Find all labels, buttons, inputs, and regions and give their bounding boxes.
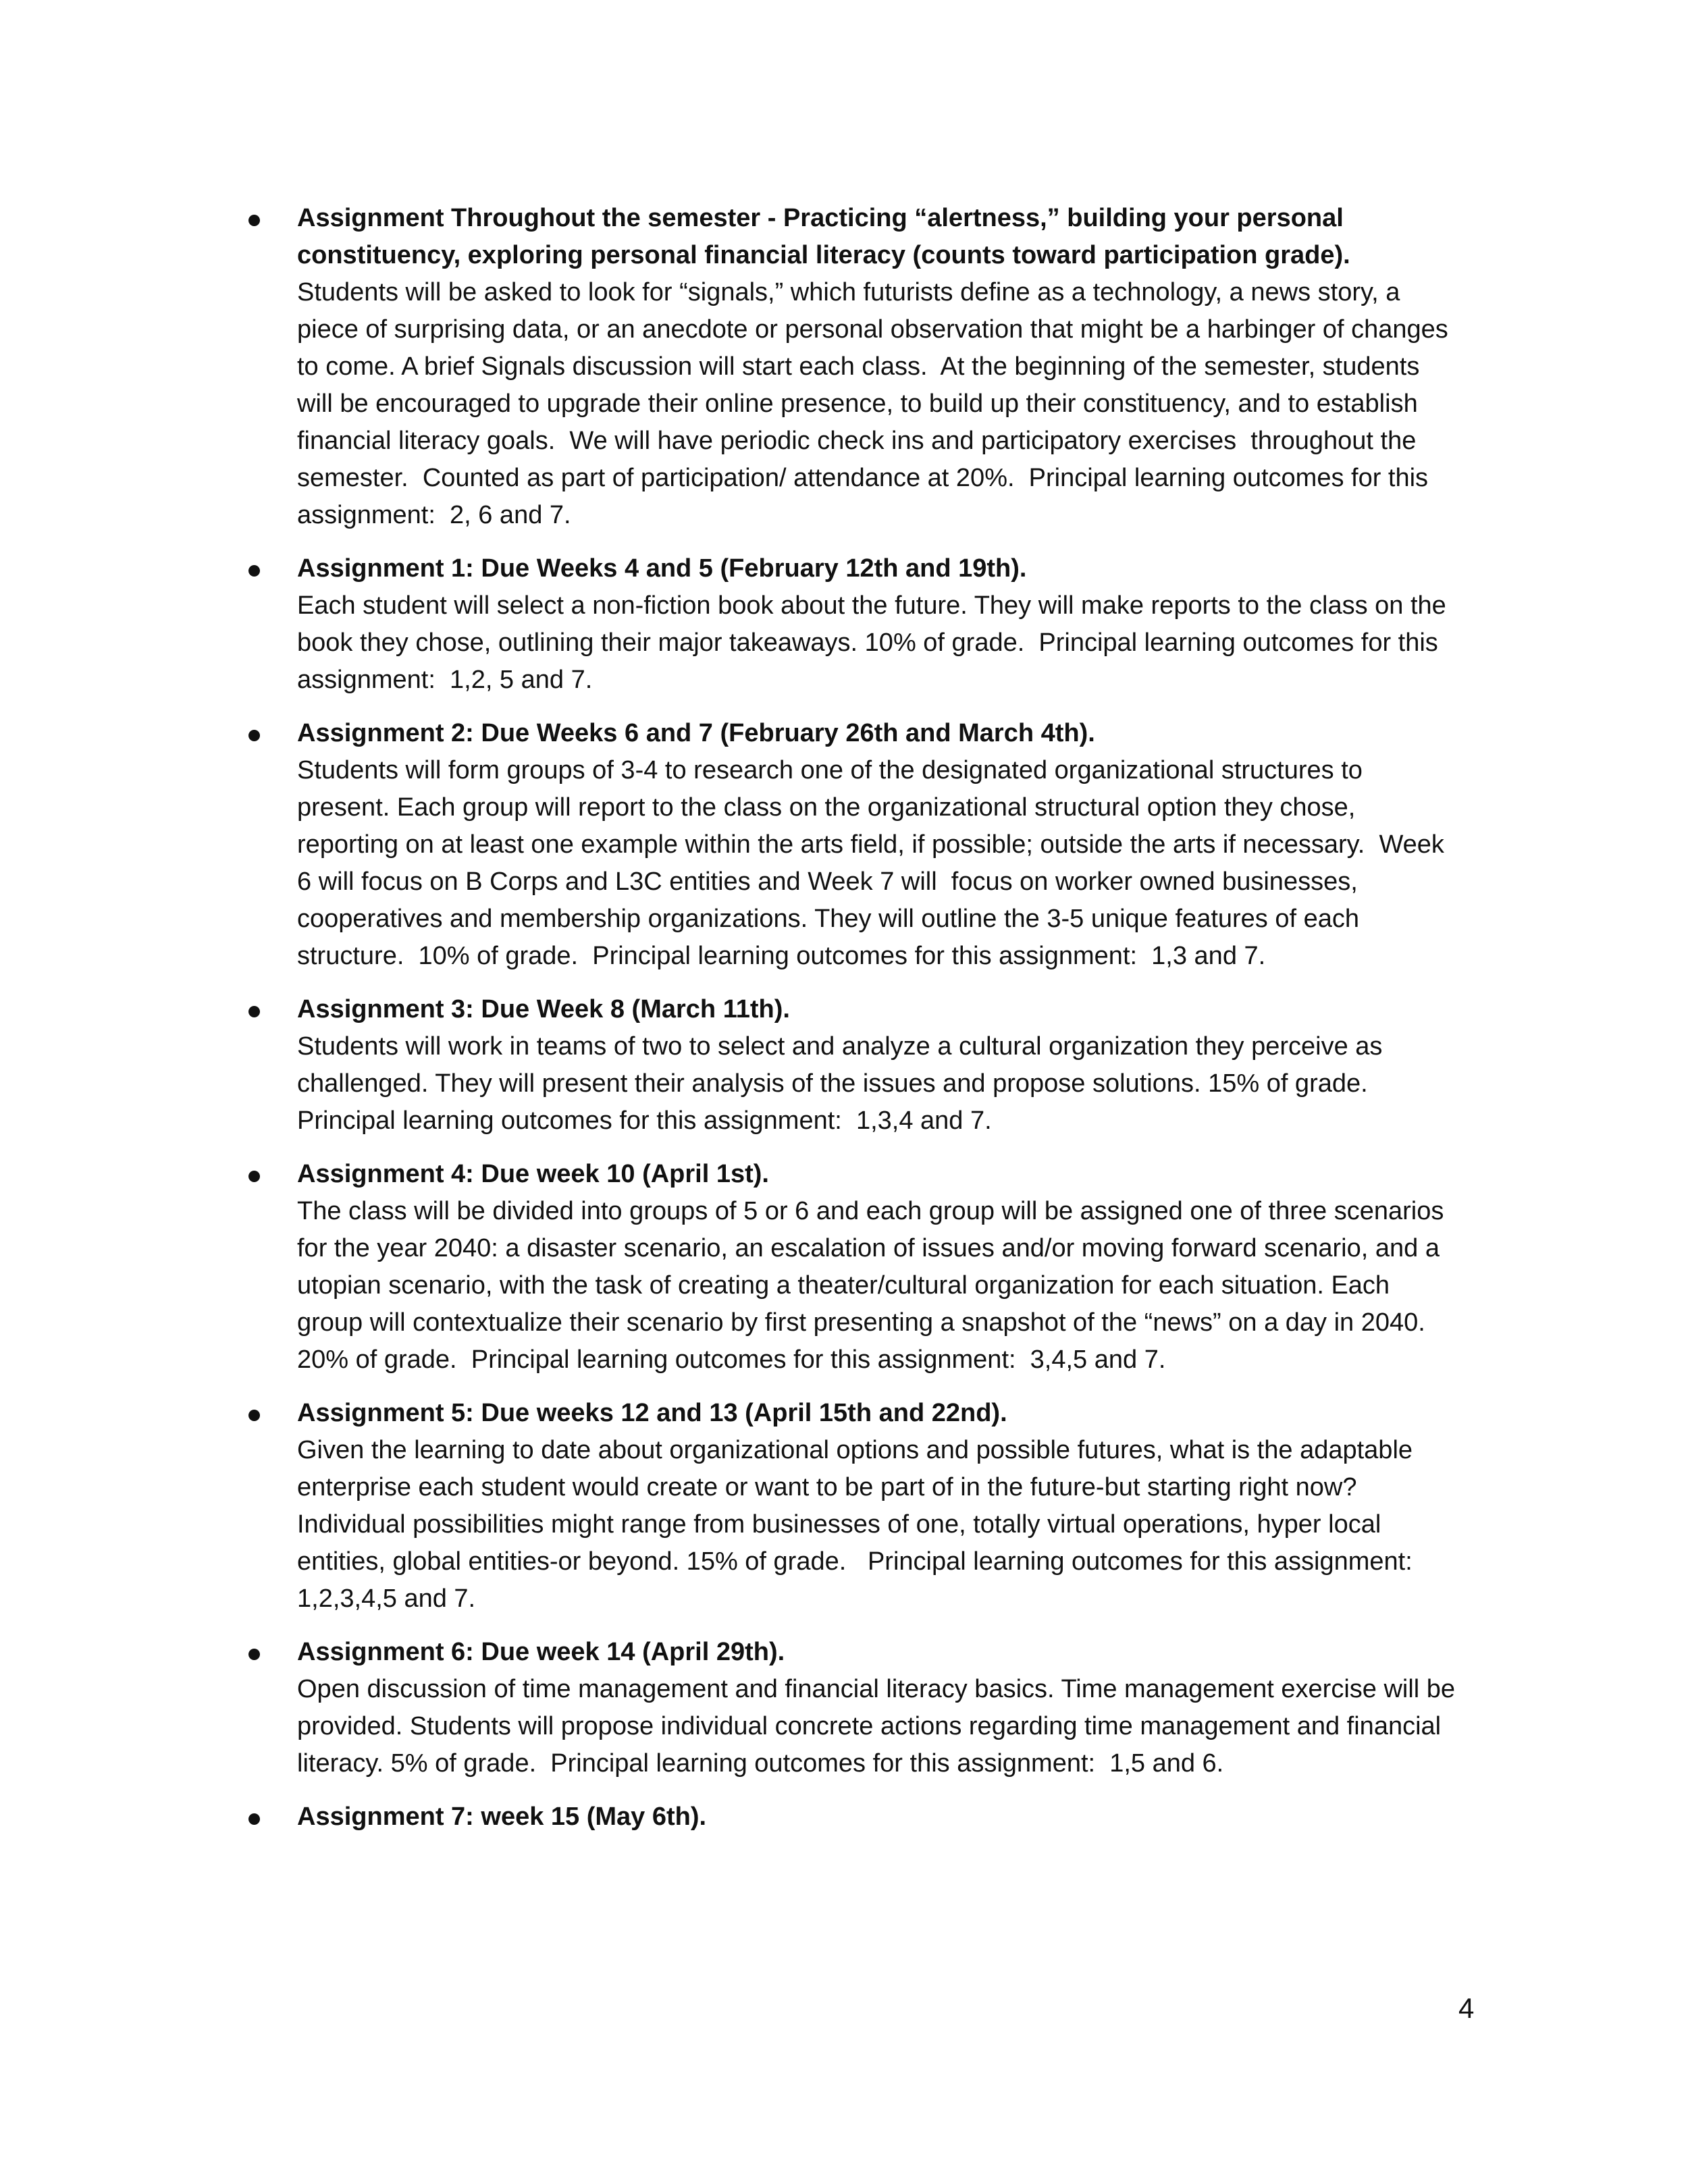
list-item xyxy=(243,715,1458,975)
assignment-description: Students will be asked to look for “signals,” which futurists define as a technology, a news story, a piece of surprising data, or an anecdote or personal observation that might be a harbinger of changes to come. A brief Signals discussion will start each class. At the beginning of the semester, students will be encouraged to upgrade their online presence, to build up their constituency, and to establish financial literacy goals. We will have periodic check ins and participatory exercises throughout the semester. Counted as part of participation/ attendance at 20%. Principal learning outcomes for this assignment: 2, 6 and 7. xyxy=(297,278,1456,529)
list-item xyxy=(243,1156,1458,1379)
assignment-title: Assignment 5: Due weeks 12 and 13 (April 15th and 22nd). xyxy=(297,1399,1007,1427)
assignment-title: Assignment 2: Due Weeks 6 and 7 (February 26th and March 4th). xyxy=(297,719,1095,747)
bullet-icon xyxy=(248,1649,260,1660)
assignment-title: Assignment 3: Due Week 8 (March 11th). xyxy=(297,995,790,1023)
bullet-icon xyxy=(248,1813,260,1825)
assignment-description: Students will work in teams of two to select and analyze a cultural organization they perceive as challenged. They will present their analysis of the issues and propose solutions. 15% of grade. Principal learning outcomes for this assignment: 1,3,4 and 7. xyxy=(297,1032,1390,1135)
list-item xyxy=(243,550,1458,699)
assignment-description: Open discussion of time management and financial literacy basics. Time management exercise will be provided. Students will propose individual concrete actions regarding time management and financial literacy. 5% of grade. Principal learning outcomes for this assignment: 1,5 and 6. xyxy=(297,1675,1462,1778)
assignment-title: Assignment 7: week 15 (May 6th). xyxy=(297,1803,707,1831)
assignment-title: Assignment Throughout the semester - Practicing “alertness,” building your personal constituency, exploring personal financial literacy (counts toward participation grade). xyxy=(297,204,1351,269)
assignment-title: Assignment 1: Due Weeks 4 and 5 (February 12th and 19th). xyxy=(297,554,1027,583)
list-item xyxy=(243,1799,1458,1836)
bullet-icon xyxy=(248,565,260,577)
assignment-list xyxy=(243,200,1462,1852)
assignment-description: Given the learning to date about organizational options and possible futures, what is the adaptable enterprise each student would create or want to be part of in the future-but starting right now? Individual possibilities might range from businesses of one, totally virtual operations, hyper local entities, global entities-or beyond. 15% of grade. Principal learning outcomes for this assignment: 1,2,3,4,5 and 7. xyxy=(297,1436,1427,1613)
list-item xyxy=(243,1395,1458,1618)
bullet-icon xyxy=(248,1410,260,1421)
bullet-icon xyxy=(248,1171,260,1182)
list-item xyxy=(243,991,1458,1140)
bullet-icon xyxy=(248,730,260,741)
assignment-title: Assignment 4: Due week 10 (April 1st). xyxy=(297,1160,769,1188)
list-item xyxy=(243,1634,1462,1782)
list-item xyxy=(243,200,1458,534)
page-number: 4 xyxy=(1458,1992,1475,2024)
assignment-description: Students will form groups of 3-4 to research one of the designated organizational structures to present. Each group will report to the class on the organizational structural option they chose, reporting on at least one example within the arts field, if possible; outside the arts if necessary. Week 6 will focus on B Corps and L3C entities and Week 7 will focus on worker owned businesses, cooperatives and membership organizations. They will outline the 3-5 unique features of each structure. 10% of grade. Principal learning outcomes for this assignment: 1,3 and 7. xyxy=(297,756,1452,970)
bullet-icon xyxy=(248,1006,260,1017)
assignment-description: Each student will select a non-fiction book about the future. They will make reports to the class on the book they chose, outlining their major takeaways. 10% of grade. Principal learning outcomes for this assignment: 1,2, 5 and 7. xyxy=(297,591,1454,694)
bullet-icon xyxy=(248,215,260,226)
assignment-description: The class will be divided into groups of 5 or 6 and each group will be assigned one of three scenarios for the year 2040: a disaster scenario, an escalation of issues and/or moving forward scenario, and a utopian scenario, with the task of creating a theater/cultural organization for each situation. Each group will contextualize their scenario by first presenting a snapshot of the “news” on a day in 2040. 20% of grade. Principal learning outcomes for this assignment: 3,4,5 and 7. xyxy=(297,1197,1451,1374)
assignment-title: Assignment 6: Due week 14 (April 29th). xyxy=(297,1638,785,1666)
